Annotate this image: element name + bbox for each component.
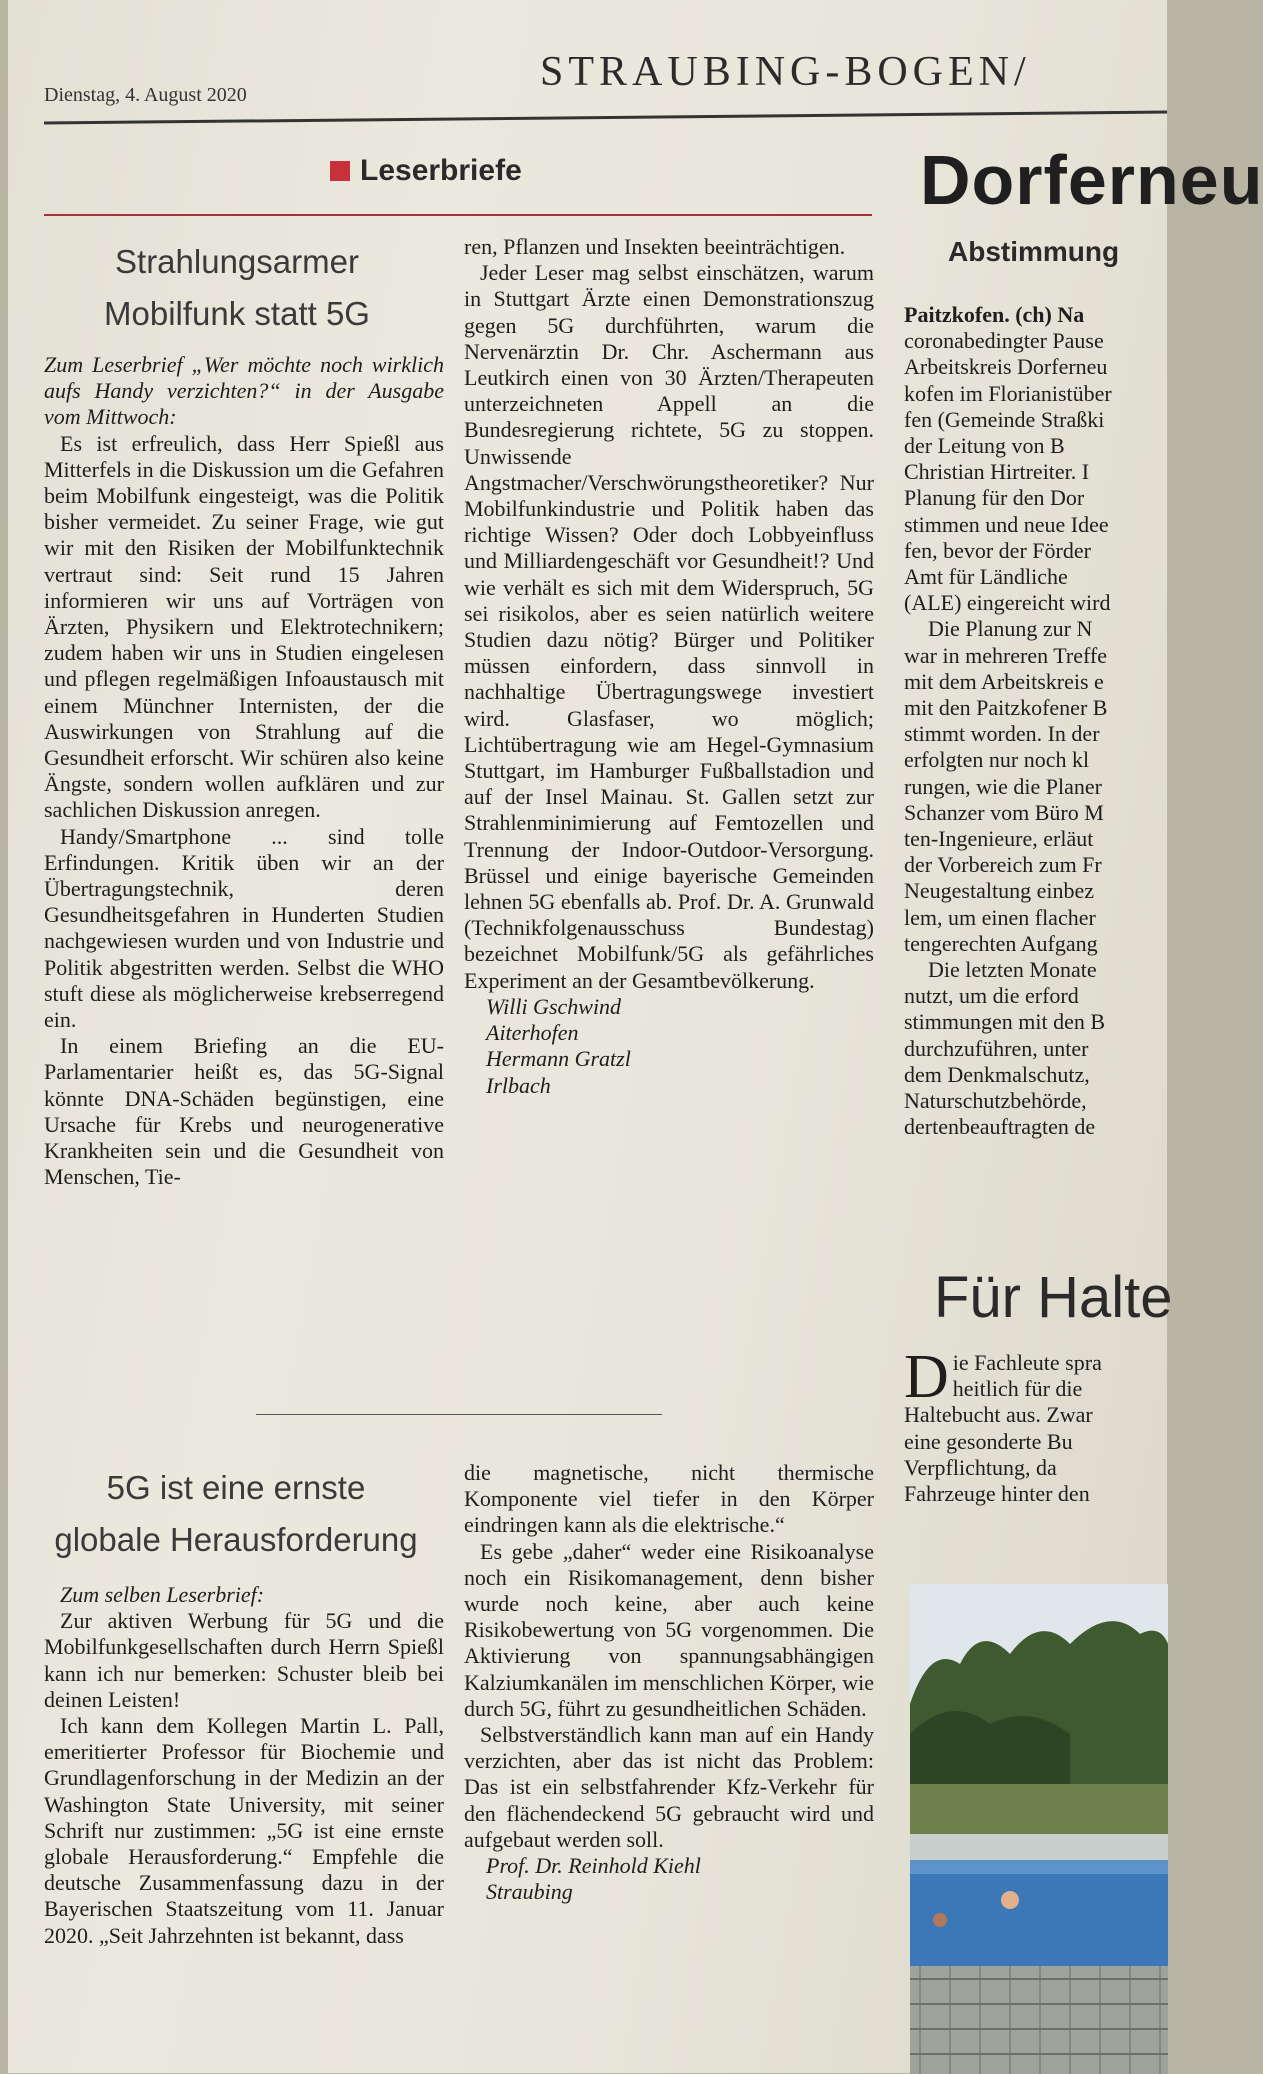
letter1-column-1 bbox=[44, 352, 444, 1191]
page-date: Dienstag, 4. August 2020 bbox=[44, 84, 247, 106]
neighbor-line: eine gesonderte Bu bbox=[904, 1428, 1073, 1454]
neighbor-line: dem Denkmalschutz, bbox=[904, 1061, 1090, 1087]
neighbor-line: coronabedingter Pause bbox=[904, 328, 1104, 354]
letter2-paragraph: Ich kann dem Kollegen Martin L. Pall, emeritierter Professor für Biochemie und Grundlagenforschung in der Medizin an der Washington State University, mit seiner Schrift nur zustimmen: „5G ist eine ernste globale Herausforderung.“ Empfehle die deutsche Zusammenfassung dazu in der Bayerischen Staatszeitung vom 11. Januar 2020. „Seit Jahrzehnten ist bekannt, dass bbox=[44, 1713, 444, 1948]
neighbor-line: (ALE) eingereicht wird bbox=[904, 590, 1111, 616]
neighbor-line: stimmen und neue Idee bbox=[904, 511, 1109, 537]
letter1-headline-line2: Mobilfunk statt 5G bbox=[104, 295, 370, 332]
swimming-pool-photo bbox=[910, 1584, 1168, 2074]
letter1-intro: Zum Leserbrief „Wer möchte noch wirklich aufs Handy verzichten?“ in der Ausgabe vom Mittwoch: bbox=[44, 352, 444, 430]
letter2-headline-line1: 5G ist eine ernste bbox=[106, 1469, 366, 1506]
neighbor-line: durchzuführen, unter bbox=[904, 1035, 1089, 1061]
section-title: Leserbriefe bbox=[360, 154, 522, 187]
letter1-signature bbox=[464, 994, 874, 1099]
neighbor-line: Planung für den Dor bbox=[904, 485, 1085, 511]
neighbor-line: erfolgten nur noch kl bbox=[904, 747, 1090, 773]
region-title: STRAUBING-BOGEN/ bbox=[540, 49, 1031, 95]
section-heading bbox=[330, 154, 522, 188]
neighbor-article bbox=[896, 100, 1263, 2073]
signature-name: Willi Gschwind bbox=[486, 993, 622, 1019]
neighbor-column-2 bbox=[904, 1343, 1234, 1507]
neighbor-line: stimmungen mit den B bbox=[904, 1009, 1106, 1035]
section-rule bbox=[44, 214, 872, 216]
letter1-headline bbox=[72, 236, 402, 340]
letter2-paragraph: Es gebe „daher“ weder eine Risikoanalyse noch ein Risikomanagement, denn bisher wurde noch keine, aber auch keine Risikobewertung von 5G vorgenommen. Die Aktivierung von spannungsabhängigen Kalziumkanälen im menschlichen Körper, wie durch 5G, führt zu gesundheitlichen Schäden. bbox=[464, 1538, 874, 1721]
neighbor-line: dertenbeauftragten de bbox=[904, 1114, 1096, 1140]
letter1-headline-line1: Strahlungsarmer bbox=[115, 243, 359, 280]
letter1-paragraph: Es ist erfreulich, dass Herr Spießl aus Mitterfels in die Diskussion um die Gefahren beim Mobilfunk eingesteigt, was die Politik bisher vermeidet. Zu seiner Frage, wie gut wir mit den Risiken der Mobilfunktechnik vertraut sind: Seit rund 15 Jahren informieren wir uns auf Vorträgen von Ärzten, Physikern und Elektrotechnikern; zudem haben wir uns in Studien eingelesen und pflegen regelmäßigen Infoaustausch mit einem Münchner Internisten, der die Auswirkungen von Strahlung auf die Gesundheit erforscht. Wir schüren also keine Ängste, sondern wollen aufklären und zur sachlichen Diskussion anregen. bbox=[44, 430, 444, 823]
neighbor-line: fen, bevor der Förder bbox=[904, 537, 1091, 563]
neighbor-line: Schanzer vom Büro M bbox=[904, 799, 1104, 825]
neighbor-line: heitlich für die bbox=[952, 1376, 1083, 1402]
neighbor-line: Die Planung zur N bbox=[928, 616, 1093, 642]
letter1-paragraph-continued: ren, Pflanzen und Insekten beeinträchtigen. bbox=[464, 234, 846, 259]
neighbor-line: tengerechten Aufgang bbox=[904, 930, 1098, 956]
neighbor-line: nutzt, um die erford bbox=[904, 983, 1079, 1009]
letter2-intro: Zum selben Leserbrief: bbox=[60, 1582, 265, 1607]
letter2-column-2 bbox=[464, 1460, 874, 1905]
neighbor-line: lem, um einen flacher bbox=[904, 904, 1096, 930]
letter1-paragraph: In einem Briefing an die EU-Parlamentarier heißt es, das 5G-Signal könnte DNA-Schäden begünstigen, eine Ursache für Krebs und neurogenerative Krankheiten sein und die Gesundheit von Menschen, Tie- bbox=[44, 1033, 444, 1190]
letter2-paragraph-continued: die magnetische, nicht thermische Komponente viel tiefer in den Körper eindringen kann als die elektrische.“ bbox=[464, 1460, 874, 1538]
drop-cap: D bbox=[904, 1343, 949, 1411]
neighbor-line: stimmt worden. In der bbox=[904, 721, 1100, 747]
neighbor-line: war in mehreren Treffe bbox=[904, 642, 1108, 668]
signature-place: Straubing bbox=[486, 1879, 573, 1905]
neighbor-line: mit den Paitzkofener B bbox=[904, 695, 1108, 721]
letter1-paragraph: Jeder Leser mag selbst einschätzen, warum in Stuttgart Ärzte einen Demonstrationszug gegen 5G durchführten, warum die Nervenärztin Dr. Chr. Aschermann aus Leutkirch einen von 30 Ärzten/Therapeuten unterzeichneten Appell an die Bundesregierung richtete, 5G zu stoppen. Unwissende Angstmacher/Verschwörungstheoretiker? Nur Mobilfunkindustrie und Politik haben das richtige Wissen? Oder doch Lobbyeinfluss und Milliardengeschäft vor Gesundheit!? Und wie verhält es sich mit dem Widerspruch, 5G sei risikolos, aber es seien natürlich weitere Studien dazu nötig? Bürger und Politiker müssen einfordern, dass sinnvoll in nachhaltige Übertragungswege investiert wird. Glasfaser, wo möglich; Lichtübertragung wie am Hegel-Gymnasium Stuttgart, im Hamburger Fußballstadion und auf der Insel Mainau. St. Gallen setzt zur Strahlenminimierung auf Femtozellen und Trennung der Indoor-Outdoor-Versorgung. Brüssel und einige bayerische Gemeinden lehnen 5G ebenfalls ab. Prof. Dr. A. Grunwald (Technikfolgenausschuss Bundestag) bezeichnet Mobilfunk/5G als gefährliches Experiment an der Gesamtbevölkerung. bbox=[464, 260, 874, 993]
signature-place: Aiterhofen bbox=[486, 1020, 579, 1046]
neighbor-line: mit dem Arbeitskreis e bbox=[904, 668, 1104, 694]
neighbor-line: Haltebucht aus. Zwar bbox=[904, 1402, 1093, 1428]
letter1-paragraph: Handy/Smartphone ... sind tolle Erfindungen. Kritik üben wir an der Übertragungstechnik, deren Gesundheitsgefahren in Hunderten Studien nachgewiesen wurden und von Industrie und Politik abgestritten werden. Selbst die WHO stuft diese als möglicherweise krebserregend ein. bbox=[44, 823, 444, 1033]
signature-name: Prof. Dr. Reinhold Kiehl bbox=[486, 1853, 701, 1879]
neighbor-line: Paitzkofen. (ch) Na bbox=[904, 302, 1085, 327]
signature-place: Irlbach bbox=[486, 1072, 551, 1098]
neighbor-headline: Dorferneu bbox=[920, 141, 1263, 219]
neighbor-line: kofen im Florianistüber bbox=[904, 380, 1112, 406]
signature-name: Hermann Gratzl bbox=[486, 1046, 631, 1072]
letter2-paragraph: Selbstverständlich kann man auf ein Handy verzichten, aber das ist nicht das Problem: Das ist ein selbstfahrender Kfz-Verkehr für den flächendeckend 5G gebraucht wird und aufgebaut werden soll. bbox=[464, 1722, 874, 1852]
letter2-paragraph: Zur aktiven Werbung für 5G und die Mobilfunkgesellschaften durch Herrn Spießl kann ich nur bemerken: Schuster bleib bei deinen Leisten! bbox=[44, 1608, 444, 1712]
neighbor-line: Die letzten Monate bbox=[928, 957, 1097, 983]
neighbor-line: der Vorbereich zum Fr bbox=[904, 852, 1102, 878]
article-divider bbox=[256, 1414, 662, 1415]
neighbor-subheadline: Abstimmung bbox=[948, 236, 1120, 267]
letter2-column-1 bbox=[44, 1582, 444, 1949]
neighbor-line: Neugestaltung einbez bbox=[904, 878, 1094, 904]
letter2-headline-line2: globale Herausforderung bbox=[54, 1521, 418, 1558]
section-marker-icon bbox=[330, 161, 350, 181]
neighbor-line: rungen, wie die Planer bbox=[904, 773, 1102, 799]
neighbor-line: Amt für Ländliche bbox=[904, 564, 1068, 590]
neighbor-line: Fahrzeuge hinter den bbox=[904, 1481, 1090, 1507]
neighbor-line: Naturschutzbehörde, bbox=[904, 1088, 1087, 1114]
neighbor-column bbox=[904, 302, 1234, 1141]
letter2-signature bbox=[464, 1853, 874, 1905]
neighbor-line: ten-Ingenieure, erläut bbox=[904, 826, 1094, 852]
neighbor-line: der Leitung von B bbox=[904, 433, 1065, 459]
neighbor-line: Verpflichtung, da bbox=[904, 1454, 1057, 1480]
neighbor-line: fen (Gemeinde Straßki bbox=[904, 406, 1105, 432]
neighbor-line: Christian Hirtreiter. I bbox=[904, 459, 1090, 485]
neighbor-line: Arbeitskreis Dorferneu bbox=[904, 354, 1108, 380]
neighbor-headline-2: Für Halte bbox=[934, 1265, 1173, 1330]
neighbor-line: ie Fachleute spra bbox=[952, 1350, 1102, 1375]
letter2-headline bbox=[46, 1462, 426, 1566]
letter1-column-2 bbox=[464, 234, 874, 1099]
